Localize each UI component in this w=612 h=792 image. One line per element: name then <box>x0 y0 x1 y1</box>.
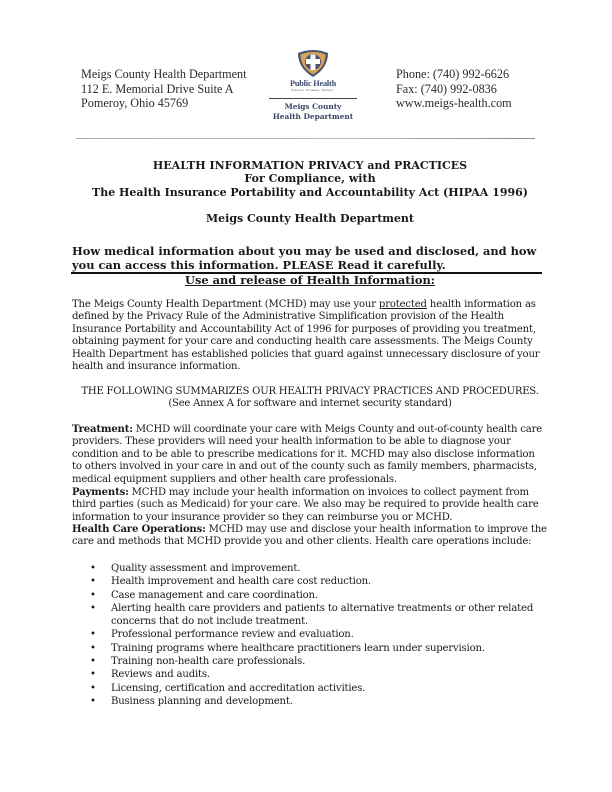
website-link[interactable]: www.meigs-health.com <box>396 96 512 111</box>
list-item <box>90 589 550 602</box>
list-item-text: Business planning and development. <box>111 695 293 707</box>
org-address-block <box>81 67 247 111</box>
public-health-logo <box>268 48 358 122</box>
address-line-1: 112 E. Memorial Drive Suite A <box>81 81 234 96</box>
intro-notice: How medical information about you may be used and disclosed, and how you can access this information. PLEASE Read it carefully. <box>72 244 537 272</box>
logo-dept-line-1: Meigs County <box>284 102 342 111</box>
summary-line-2: (See Annex A for software and internet security standard) <box>168 398 452 410</box>
title-line-3: The Health Insurance Portability and Accountability Act (HIPAA 1996) <box>92 185 528 199</box>
list-item-text: Professional performance review and evaluation. <box>111 629 354 641</box>
bullet-icon: • <box>90 576 96 588</box>
list-item <box>90 655 550 668</box>
payments-label: Payments: <box>72 487 129 498</box>
org-name: Meigs County Health Department <box>81 67 247 81</box>
summary-block <box>60 386 560 411</box>
contact-block <box>396 67 512 111</box>
list-item-text: Reviews and audits. <box>111 669 210 681</box>
title-line-4: Meigs County Health Department <box>205 212 414 226</box>
bullet-icon: • <box>90 602 96 614</box>
title-spacer <box>60 199 560 212</box>
paragraph-text-before: The Meigs County Health Department (MCHD) may use your <box>72 299 379 310</box>
bullet-icon: • <box>90 682 96 694</box>
letterhead-divider <box>76 138 535 139</box>
list-item-text: Case management and care coordination. <box>111 589 318 601</box>
payments-section <box>72 487 547 524</box>
treatment-label: Treatment: <box>72 424 133 435</box>
treatment-text: MCHD will coordinate your care with Meigs County and out-of-county health care providers. These providers will need your health information to be able to diagnose your condition and to be able to prescribe medications for it. MCHD may also disclose information to others involved in your care in and out of the county such as family members, pharmacists, medical equipment suppliers and other health care professionals. <box>72 424 543 485</box>
bullet-icon: • <box>90 589 96 601</box>
address-line-2: Pomeroy, Ohio 45769 <box>81 96 189 111</box>
paragraph-text-after: health information as defined by the Privacy Rule of the Administrative Simplification provision of the Health Insurance Portability and Accountability Act of 1996 for purposes of providing you treatment, obtaining payment for your care and conducting health care assessments. The Meigs County Health Department has established policies that guard against unnecessary disclosure of your health and insurance information. <box>72 299 540 373</box>
letterhead <box>0 0 612 140</box>
public-health-wordmark: Public Health <box>289 79 337 88</box>
fax-number: Fax: (740) 992-0836 <box>396 81 497 96</box>
list-item <box>90 562 550 575</box>
list-item <box>90 642 550 655</box>
logo-divider <box>269 98 357 99</box>
list-item <box>90 602 550 629</box>
bullet-icon: • <box>90 629 96 641</box>
privacy-paragraph <box>72 299 547 373</box>
title-line-1: HEALTH INFORMATION PRIVACY and PRACTICES <box>152 159 468 172</box>
operations-section <box>72 524 547 549</box>
list-item <box>90 668 550 681</box>
list-item <box>90 575 550 588</box>
payments-text: MCHD may include your health information on invoices to collect payment from third parties (such as Medicaid) for your care. We also may be required to provide health care information to your insurance provider so they can reimburse you or MCHD. <box>72 487 539 523</box>
bullet-icon: • <box>90 656 96 668</box>
list-item-text: Quality assessment and improvement. <box>111 563 301 574</box>
bullet-icon: • <box>90 695 96 707</box>
logo-dept-line-2: Health Department <box>272 112 354 121</box>
list-item <box>90 695 550 708</box>
list-item-text: Training programs where healthcare practitioners learn under supervision. <box>111 642 485 654</box>
title-line-2: For Compliance, with <box>244 172 376 186</box>
public-health-shield-cross-icon <box>296 48 330 78</box>
summary-line-1: THE FOLLOWING SUMMARIZES OUR HEALTH PRIVACY PRACTICES AND PROCEDURES. <box>81 386 539 397</box>
list-item <box>90 628 550 641</box>
bullet-icon: • <box>90 563 96 574</box>
document-title <box>60 159 560 226</box>
list-item-text: Health improvement and health care cost reduction. <box>111 576 371 588</box>
list-item-text: Training non-health care professionals. <box>111 656 306 668</box>
list-item <box>90 682 550 695</box>
phone-number: Phone: (740) 992-6626 <box>396 67 510 81</box>
operations-list <box>90 562 550 708</box>
bullet-icon: • <box>90 642 96 654</box>
public-health-tagline: Prevent. Promote. Protect. <box>291 88 335 92</box>
operations-label: Health Care Operations: <box>72 524 206 535</box>
treatment-section <box>72 424 547 486</box>
section-heading: Use and release of Health Information: <box>185 273 435 287</box>
list-item-text: Licensing, certification and accreditation activities. <box>111 682 366 694</box>
paragraph-underlined-word: protected <box>378 299 427 310</box>
list-item-text: Alerting health care providers and patients to alternative treatments or other related concerns that do not include treatment. <box>111 602 534 628</box>
bullet-icon: • <box>90 669 96 681</box>
operations-text: MCHD may use and disclose your health information to improve the care and methods that MCHD provide you and other clients. Health care operations include: <box>72 524 547 548</box>
